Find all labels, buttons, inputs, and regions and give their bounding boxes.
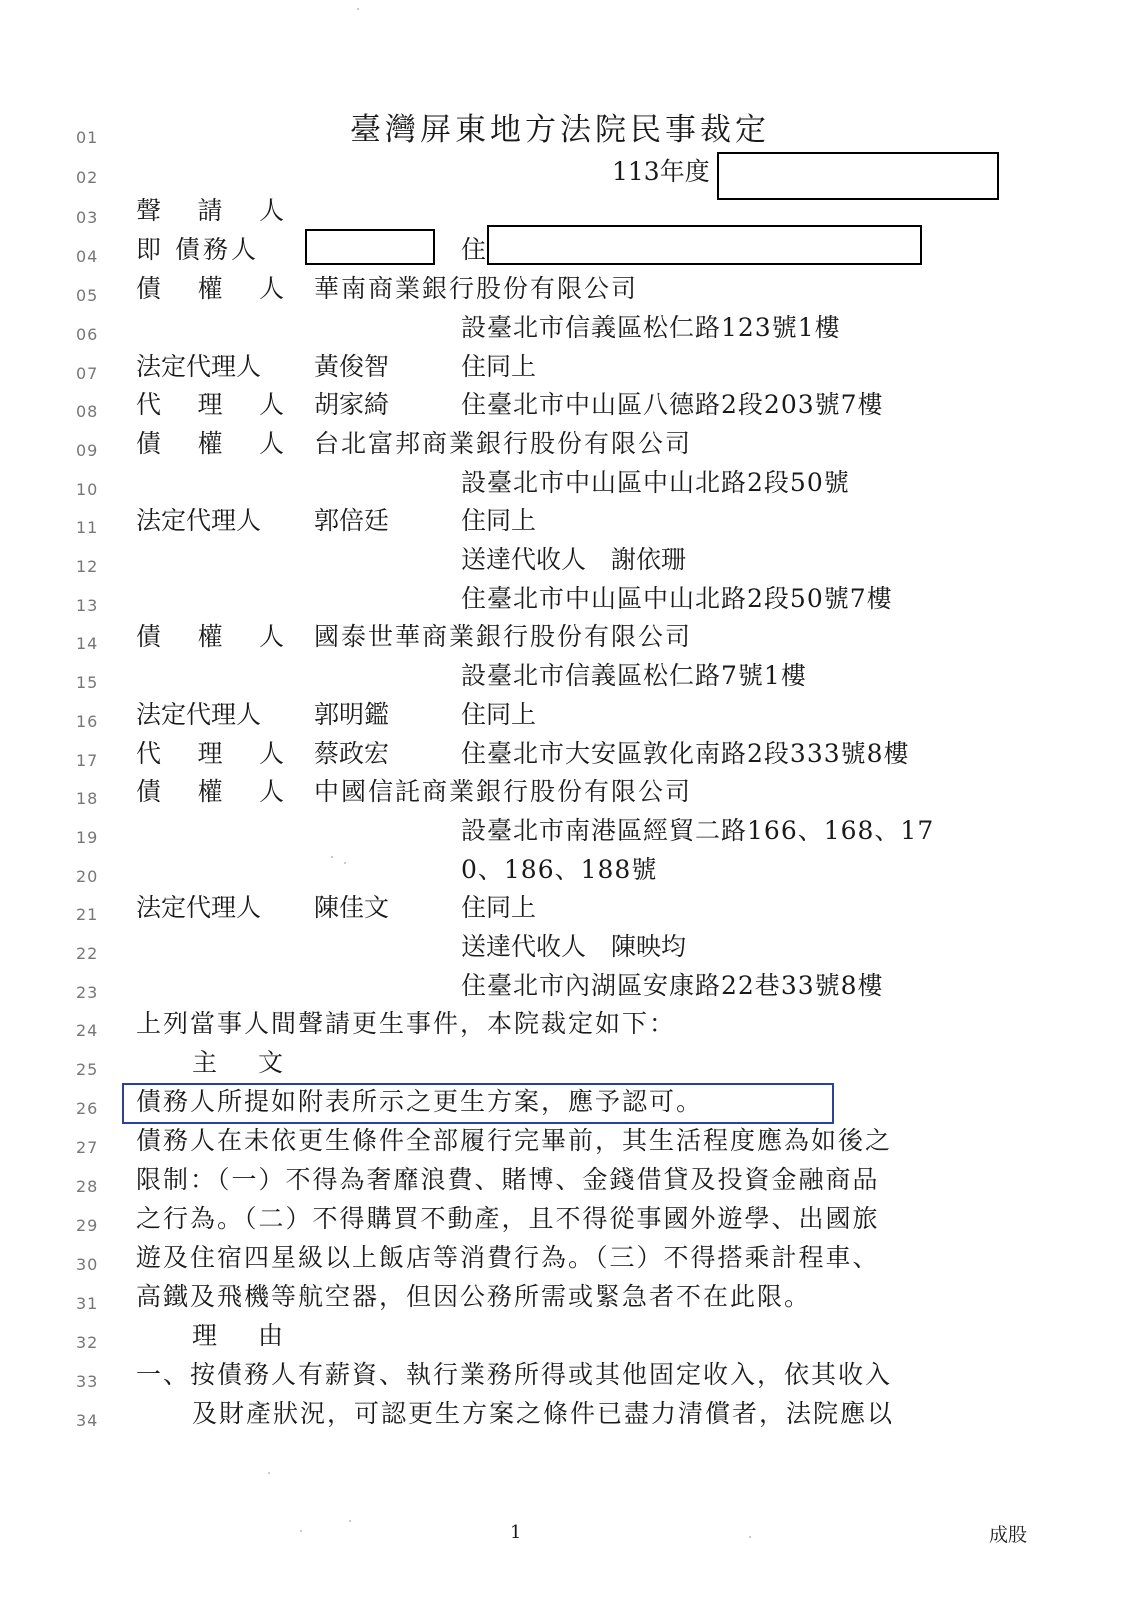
main-heading: 主 文 [192,1048,292,1077]
agent-label: 代 理 人 [136,390,284,419]
legal-rep-label: 法定代理人 [136,506,262,535]
line-number: 02 [76,168,99,187]
line-number: 28 [76,1177,99,1196]
line-number: 07 [76,364,99,383]
applicant-label: 聲 請 人 [136,196,284,225]
creditor-3-name: 國泰世華商業銀行股份有限公司 [314,622,693,651]
line-number: 11 [76,518,99,537]
creditor-2-name: 台北富邦商業銀行股份有限公司 [314,429,693,458]
creditor-3-address: 設臺北市信義區松仁路7號1樓 [461,661,807,690]
creditor-1-address: 設臺北市信義區松仁路123號1樓 [461,313,841,342]
main-text-line: 高鐵及飛機等航空器，但因公務所需或緊急者不在此限。 [136,1282,812,1311]
scan-speck [749,1536,751,1538]
line-number: 14 [76,634,99,653]
creditor-3-agent: 蔡政宏 [314,739,390,768]
redaction-box [305,229,435,265]
creditor-3-rep-address: 住同上 [461,700,537,729]
legal-rep-label: 法定代理人 [136,893,262,922]
main-text-line: 限制：（一）不得為奢靡浪費、賭博、金錢借貸及投資金融商品 [136,1165,880,1194]
line-number: 13 [76,596,99,615]
creditor-4-rep: 陳佳文 [314,893,390,922]
division-tag: 成股 [989,1524,1028,1546]
redaction-box [487,225,922,265]
line-number: 05 [76,286,99,305]
agent-label: 代 理 人 [136,739,284,768]
creditor-2-service-address: 住臺北市中山區中山北路2段50號7樓 [461,584,893,613]
line-number: 29 [76,1216,99,1235]
creditor-1-rep-address: 住同上 [461,352,537,381]
creditor-label: 債 權 人 [136,777,284,806]
line-number: 17 [76,751,99,770]
scan-speck [357,8,359,10]
creditor-2-rep-address: 住同上 [461,506,537,535]
debtor-address-prefix: 住 [461,235,487,264]
line-number: 32 [76,1333,99,1352]
main-text-line: 債務人所提如附表所示之更生方案，應予認可。 [136,1087,704,1116]
creditor-4-address-line-1: 設臺北市南港區經貿二路166、168、17 [461,816,935,845]
line-number: 18 [76,789,99,808]
creditor-1-rep: 黃俊智 [314,352,390,381]
creditor-4-rep-address: 住同上 [461,893,537,922]
page-number: 1 [510,1522,522,1543]
line-number: 27 [76,1138,99,1157]
line-number: 04 [76,247,99,266]
line-number: 20 [76,867,99,886]
case-number-prefix: 113年度 [612,157,710,186]
scan-speck [349,1520,351,1522]
legal-rep-label: 法定代理人 [136,352,262,381]
line-number: 33 [76,1372,99,1391]
line-number: 23 [76,983,99,1002]
line-number: 21 [76,905,99,924]
creditor-3-agent-address: 住臺北市大安區敦化南路2段333號8樓 [461,739,910,768]
creditor-label: 債 權 人 [136,622,284,651]
line-number: 06 [76,325,99,344]
creditor-label: 債 權 人 [136,429,284,458]
line-number: 31 [76,1294,99,1313]
reason-text-line: 一、按債務人有薪資、執行業務所得或其他固定收入，依其收入 [136,1360,893,1389]
creditor-2-service-agent: 送達代收人 謝依珊 [461,545,687,574]
main-text-line: 之行為。（二）不得購買不動產，且不得從事國外遊學、出國旅 [136,1204,880,1233]
reason-text-line: 及財產狀況，可認更生方案之條件已盡力清償者，法院應以 [192,1399,895,1428]
creditor-4-name: 中國信託商業銀行股份有限公司 [314,777,693,806]
creditor-2-rep: 郭倍廷 [314,506,390,535]
creditor-4-service-agent: 送達代收人 陳映均 [461,932,687,961]
creditor-1-name: 華南商業銀行股份有限公司 [314,274,639,303]
scan-speck [300,1530,302,1532]
line-number: 30 [76,1255,99,1274]
line-number: 34 [76,1411,99,1430]
debtor-label: 即 債務人 [136,235,260,264]
line-number: 09 [76,441,99,460]
line-number: 03 [76,208,99,227]
line-number: 19 [76,828,99,847]
line-number: 08 [76,402,99,421]
line-number: 16 [76,712,99,731]
line-number: 22 [76,944,99,963]
creditor-4-service-address: 住臺北市內湖區安康路22巷33號8樓 [461,971,884,1000]
line-number: 10 [76,480,99,499]
scan-speck [268,1472,270,1474]
line-number: 15 [76,673,99,692]
legal-rep-label: 法定代理人 [136,700,262,729]
creditor-1-agent-address: 住臺北市中山區八德路2段203號7樓 [461,390,884,419]
creditor-4-address-line-2: 0、186、188號 [461,855,658,884]
scan-speck [344,862,346,864]
intro-paragraph: 上列當事人間聲請更生事件，本院裁定如下： [136,1009,677,1038]
line-number: 12 [76,557,99,576]
creditor-label: 債 權 人 [136,274,284,303]
creditor-3-rep: 郭明鑑 [314,700,390,729]
line-number: 26 [76,1099,99,1118]
line-number: 24 [76,1021,99,1040]
main-text-line: 遊及住宿四星級以上飯店等消費行為。（三）不得搭乘計程車、 [136,1243,880,1272]
creditor-1-agent: 胡家綺 [314,390,390,419]
redaction-box [717,152,999,200]
scan-speck [331,856,333,858]
main-text-line: 債務人在未依更生條件全部履行完畢前，其生活程度應為如後之 [136,1126,893,1155]
creditor-2-address: 設臺北市中山區中山北路2段50號 [461,468,850,497]
line-number: 25 [76,1060,99,1079]
line-number: 01 [76,128,99,147]
document-title: 臺灣屏東地方法院民事裁定 [350,112,770,148]
reason-heading: 理 由 [192,1321,292,1350]
